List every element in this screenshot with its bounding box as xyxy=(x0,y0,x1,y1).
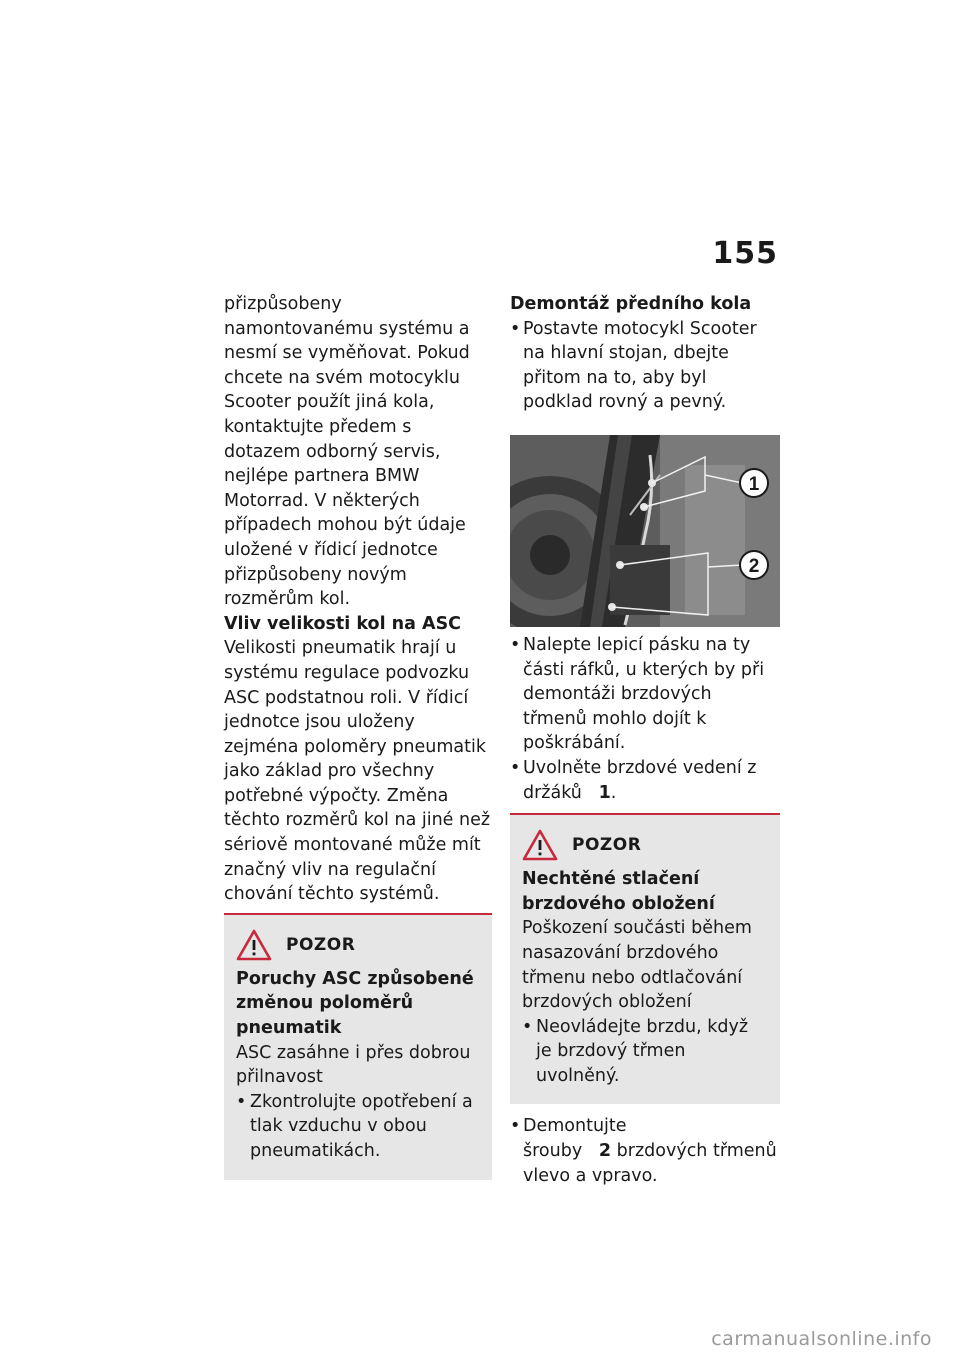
right-column xyxy=(510,292,780,1188)
section-heading-front-wheel: Demontáž předního kola xyxy=(510,294,752,314)
warning-box-asc xyxy=(224,915,492,1180)
reference-number: 2 xyxy=(598,1141,612,1162)
page-number: 155 xyxy=(712,236,778,271)
step-end: . xyxy=(610,782,617,803)
warning-text: Poškození součásti během nasazování brzdového třmenu nebo odtlačování brzdových obložení xyxy=(522,918,752,1013)
step-list-item xyxy=(510,1114,780,1188)
warning-text: ASC zasáhne i přes dobrou přilnavost xyxy=(236,1042,471,1088)
section-paragraph-asc: Velikosti pneumatik hrají u systému regulace podvozku ASC podstatnou roli. V řídicí jednotce jsou uloženy zejména poloměry pneumatik jako základ pro všechny potřebné výpočty. Změna těchto rozměrů kol na jiné než sériově montované může mít značný vliv na regulační chování těchto systémů. xyxy=(224,638,491,905)
brake-caliper-figure xyxy=(510,435,780,627)
step-text: Demontujte šrouby xyxy=(523,1116,627,1162)
warning-title: Poruchy ASC způsobené změnou poloměrů pneumatik xyxy=(236,968,474,1039)
warning-action: • Zkontrolujte opotřebení a tlak vzduchu v obou pneumatikách. xyxy=(236,1090,480,1164)
figure-callout-2: 2 xyxy=(748,555,760,577)
section-heading-asc: Vliv velikosti kol na ASC xyxy=(224,613,462,634)
figure-callout-1: 1 xyxy=(748,473,760,495)
warning-title: Nechtěné stlačení brzdového obložení xyxy=(522,869,715,914)
step-list-item: • Nalepte lepicí pásku na ty části ráfků, u kterých by při demontáži brzdových třmenů mohlo dojít k poškrábání. xyxy=(510,633,780,756)
warning-header xyxy=(522,829,768,861)
warning-label: POZOR xyxy=(286,934,356,955)
brake-caliper-illustration xyxy=(510,435,780,627)
left-column xyxy=(224,292,492,1180)
warning-label: POZOR xyxy=(572,834,642,855)
step-list-item xyxy=(510,756,780,805)
warning-box-brake xyxy=(510,815,780,1104)
warning-header xyxy=(236,929,480,961)
step-text: Uvolněte brzdové vedení z držáků xyxy=(523,757,757,803)
warning-action: • Neovládejte brzdu, když je brzdový třmen uvolněný. xyxy=(522,1015,768,1089)
step-list-item: • Postavte motocykl Scooter na hlavní stojan, dbejte přitom na to, aby byl podklad rovný a pevný. xyxy=(510,317,780,415)
intro-paragraph: přizpůsobeny namontovanému systému a nesmí se vyměňovat. Pokud chcete na svém motocyklu Scooter použít jiná kola, kontaktujte předem s dotazem odborný servis, nejlépe partnera BMW Motorrad. V některých případech mohou být údaje uložené v řídicí jednotce přizpůsobeny novým rozměrům kol. xyxy=(224,294,470,610)
step-end: brzdových třmenů vlevo a vpravo. xyxy=(523,1141,777,1186)
warning-triangle-icon xyxy=(522,829,558,861)
reference-number: 1 xyxy=(598,782,611,803)
watermark: carmanualsonline.info xyxy=(711,1328,932,1350)
warning-triangle-icon xyxy=(236,929,272,961)
